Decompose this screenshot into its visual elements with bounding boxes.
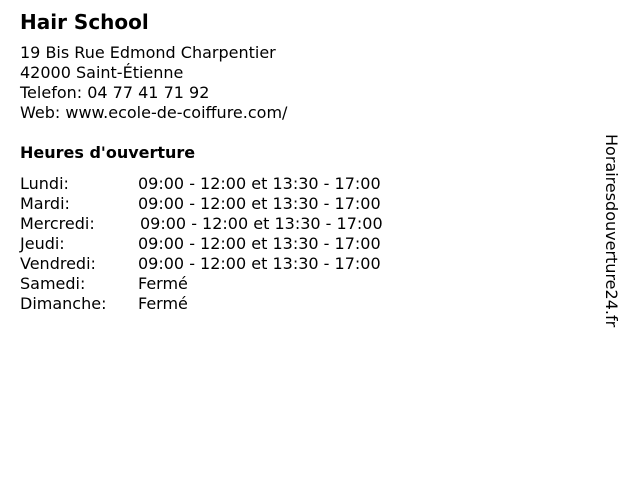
day-label: Lundi: xyxy=(20,174,69,193)
address-block xyxy=(20,43,287,123)
day-hours: Fermé xyxy=(138,274,188,293)
day-label: Dimanche: xyxy=(20,294,107,313)
day-hours: 09:00 - 12:00 et 13:30 - 17:00 xyxy=(138,174,381,193)
day-label: Mercredi: xyxy=(20,214,95,233)
day-label: Mardi: xyxy=(20,194,70,213)
website-link[interactable]: Web: www.ecole-de-coiffure.com/ xyxy=(20,103,288,122)
opening-hours-heading: Heures d'ouverture xyxy=(20,143,196,162)
business-name: Hair School xyxy=(20,10,149,34)
day-hours: 09:00 - 12:00 et 13:30 - 17:00 xyxy=(138,254,381,273)
site-watermark: Horairesdouverture24.fr xyxy=(602,134,621,328)
day-hours: 09:00 - 12:00 et 13:30 - 17:00 xyxy=(138,234,381,253)
day-hours: Fermé xyxy=(138,294,188,313)
day-label: Jeudi: xyxy=(20,234,65,253)
day-label: Vendredi: xyxy=(20,254,96,273)
day-hours: 09:00 - 12:00 et 13:30 - 17:00 xyxy=(140,214,383,233)
phone-number: Telefon: 04 77 41 71 92 xyxy=(20,83,210,102)
street-address: 19 Bis Rue Edmond Charpentier xyxy=(20,43,276,62)
city-postal: 42000 Saint-Étienne xyxy=(20,63,184,82)
day-label: Samedi: xyxy=(20,274,86,293)
day-hours: 09:00 - 12:00 et 13:30 - 17:00 xyxy=(138,194,381,213)
